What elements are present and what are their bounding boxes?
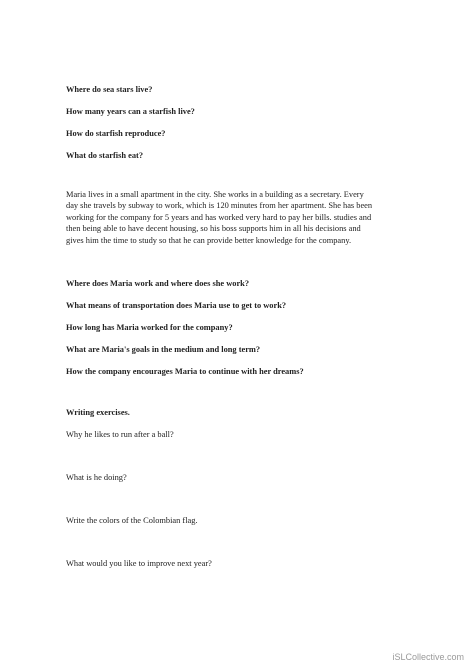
reading-paragraph xyxy=(66,189,416,246)
starfish-question-2: How many years can a starfish live? xyxy=(66,107,195,116)
maria-question-5: How the company encourages Maria to continue with her dreams? xyxy=(66,367,304,376)
writing-prompt-4: What would you like to improve next year? xyxy=(66,559,212,568)
starfish-question-3: How do starfish reproduce? xyxy=(66,129,166,138)
writing-prompt-3: Write the colors of the Colombian flag. xyxy=(66,516,198,525)
paragraph-line: then being able to have decent housing, so his boss supports him in all his decisions and xyxy=(66,224,361,234)
maria-question-3: How long has Maria worked for the company? xyxy=(66,323,233,332)
maria-question-2: What means of transportation does Maria use to get to work? xyxy=(66,301,287,310)
site-watermark: iSLCollective.com xyxy=(392,652,464,662)
maria-question-4: What are Maria's goals in the medium and long term? xyxy=(66,345,261,354)
paragraph-line: gives him the time to study so that he can provide better knowledge for the company. xyxy=(66,235,352,245)
starfish-question-1: Where do sea stars live? xyxy=(66,85,153,94)
writing-heading: Writing exercises. xyxy=(66,408,130,417)
paragraph-line: day she travels by subway to work, which is 120 minutes from her apartment. She has been xyxy=(66,201,373,211)
writing-prompt-2: What is he doing? xyxy=(66,473,127,482)
writing-prompt-1: Why he likes to run after a ball? xyxy=(66,430,174,439)
starfish-question-4: What do starfish eat? xyxy=(66,151,144,160)
paragraph-line: working for the company for 5 years and has worked very hard to pay her bills. studies and xyxy=(66,212,372,222)
maria-question-1: Where does Maria work and where does she work? xyxy=(66,279,250,288)
paragraph-line: Maria lives in a small apartment in the city. She works in a building as a secretary. Every xyxy=(66,190,364,199)
